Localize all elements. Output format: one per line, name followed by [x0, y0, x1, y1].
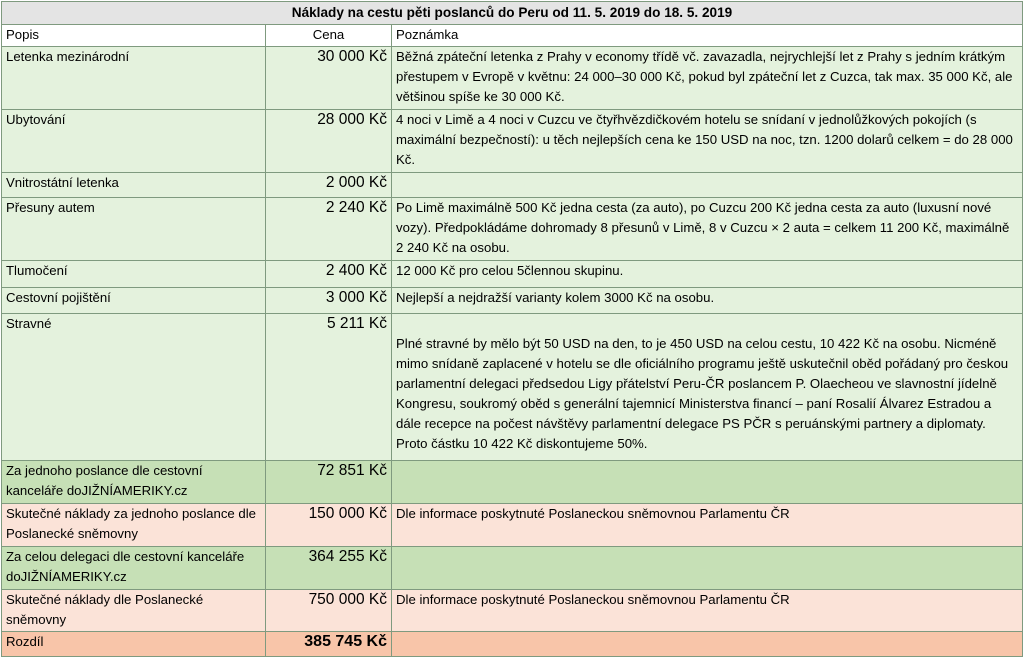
- row-popis: Za celou delegaci dle cestovní kanceláře doJIŽNÍAMERIKY.cz: [2, 546, 266, 589]
- row-popis: Skutečné náklady za jednoho poslance dle Poslanecké sněmovny: [2, 503, 266, 546]
- table-row: [2, 503, 1023, 546]
- row-popis: Za jednoho poslance dle cestovní kanceláře doJIŽNÍAMERIKY.cz: [2, 461, 266, 504]
- row-cena: 2 240 Kč: [266, 197, 392, 260]
- table-row: [2, 110, 1023, 173]
- row-popis: Rozdíl: [2, 632, 266, 657]
- row-poznamka-text: Plné stravné by mělo být 50 USD na den, to je 450 USD na celou cestu, 10 422 Kč na osobu. Nicméně mimo snídaně zaplacené v hotelu se dle oficiálního programu ještě uskutečnil oběd pořádaný pro českou parlamentní delegaci předsedou Ligy přátelství Peru-ČR poslancem P. Olaecheou ve slavnostní jídelně Kongresu, soukromý oběd s generální tajemnicí Ministerstva financí – paní Rosalií Álvarez Estradou a dále recepce na počest návštěvy parlamentní delegace PS PČR s peruánskými partnery a diplomaty. Proto částku 10 422 Kč diskontujeme 50%.: [396, 336, 1009, 452]
- row-poznamka: [392, 173, 1023, 197]
- header-poznamka: Poznámka: [392, 25, 1023, 46]
- row-popis: Tlumočení: [2, 261, 266, 288]
- table-row: [2, 261, 1023, 288]
- table-row-total: [2, 632, 1023, 657]
- row-cena: 385 745 Kč: [266, 632, 392, 657]
- cost-table: [1, 1, 1023, 657]
- row-popis: Vnitrostátní letenka: [2, 173, 266, 197]
- row-poznamka: [392, 632, 1023, 657]
- row-poznamka: [392, 546, 1023, 589]
- row-poznamka: Běžná zpáteční letenka z Prahy v economy třídě vč. zavazadla, nejrychlejší let z Prahy s jedním krátkým přestupem v Evropě v květnu: 24 000–30 000 Kč, pokud byl zpáteční let z Cuzca, tak max. 35 000 Kč, ale většinou spíše ke 30 000 Kč.: [392, 46, 1023, 109]
- table-row: [2, 46, 1023, 109]
- table-row: [2, 546, 1023, 589]
- row-poznamka: 12 000 Kč pro celou 5člennou skupinu.: [392, 261, 1023, 288]
- row-poznamka: Dle informace poskytnuté Poslaneckou sněmovnou Parlamentu ČR: [392, 589, 1023, 632]
- row-cena: 750 000 Kč: [266, 589, 392, 632]
- row-cena: 3 000 Kč: [266, 287, 392, 314]
- row-popis: Přesuny autem: [2, 197, 266, 260]
- row-cena: 364 255 Kč: [266, 546, 392, 589]
- row-popis: Skutečné náklady dle Poslanecké sněmovny: [2, 589, 266, 632]
- header-popis: Popis: [2, 25, 266, 46]
- table-row: [2, 173, 1023, 197]
- table-row: [2, 589, 1023, 632]
- table-row: [2, 314, 1023, 461]
- row-cena: 28 000 Kč: [266, 110, 392, 173]
- row-poznamka: 4 noci v Limě a 4 noci v Cuzcu ve čtyřhvězdičkovém hotelu se snídaní v jednolůžkových pokojích (s maximální bezpečností): u těch nejlepších cena ke 150 USD na noc, tzn. 1200 dolarů celkem = do 28 000 Kč.: [392, 110, 1023, 173]
- row-cena: 2 000 Kč: [266, 173, 392, 197]
- row-popis: Ubytování: [2, 110, 266, 173]
- table-row: [2, 287, 1023, 314]
- table-row: [2, 197, 1023, 260]
- row-poznamka: [392, 314, 1023, 461]
- row-poznamka: [392, 461, 1023, 504]
- table-row: [2, 461, 1023, 504]
- row-cena: 150 000 Kč: [266, 503, 392, 546]
- row-poznamka: Nejlepší a nejdražší varianty kolem 3000 Kč na osobu.: [392, 287, 1023, 314]
- row-cena: 5 211 Kč: [266, 314, 392, 461]
- row-poznamka: Dle informace poskytnuté Poslaneckou sněmovnou Parlamentu ČR: [392, 503, 1023, 546]
- row-poznamka: Po Limě maximálně 500 Kč jedna cesta (za auto), po Cuzcu 200 Kč jedna cesta za auto (luxusní nové vozy). Předpokládáme dohromady 8 přesunů v Limě, 8 v Cuzcu × 2 auta = celkem 11 200 Kč, maximálně 2 240 Kč na osobu.: [392, 197, 1023, 260]
- header-cena: Cena: [266, 25, 392, 46]
- row-cena: 30 000 Kč: [266, 46, 392, 109]
- header-row: [2, 25, 1023, 46]
- row-popis: Letenka mezinárodní: [2, 46, 266, 109]
- row-popis: Cestovní pojištění: [2, 287, 266, 314]
- row-popis: Stravné: [2, 314, 266, 461]
- row-cena: 2 400 Kč: [266, 261, 392, 288]
- row-cena: 72 851 Kč: [266, 461, 392, 504]
- title-row: [2, 2, 1023, 25]
- table-title: Náklady na cestu pěti poslanců do Peru od 11. 5. 2019 do 18. 5. 2019: [2, 2, 1023, 25]
